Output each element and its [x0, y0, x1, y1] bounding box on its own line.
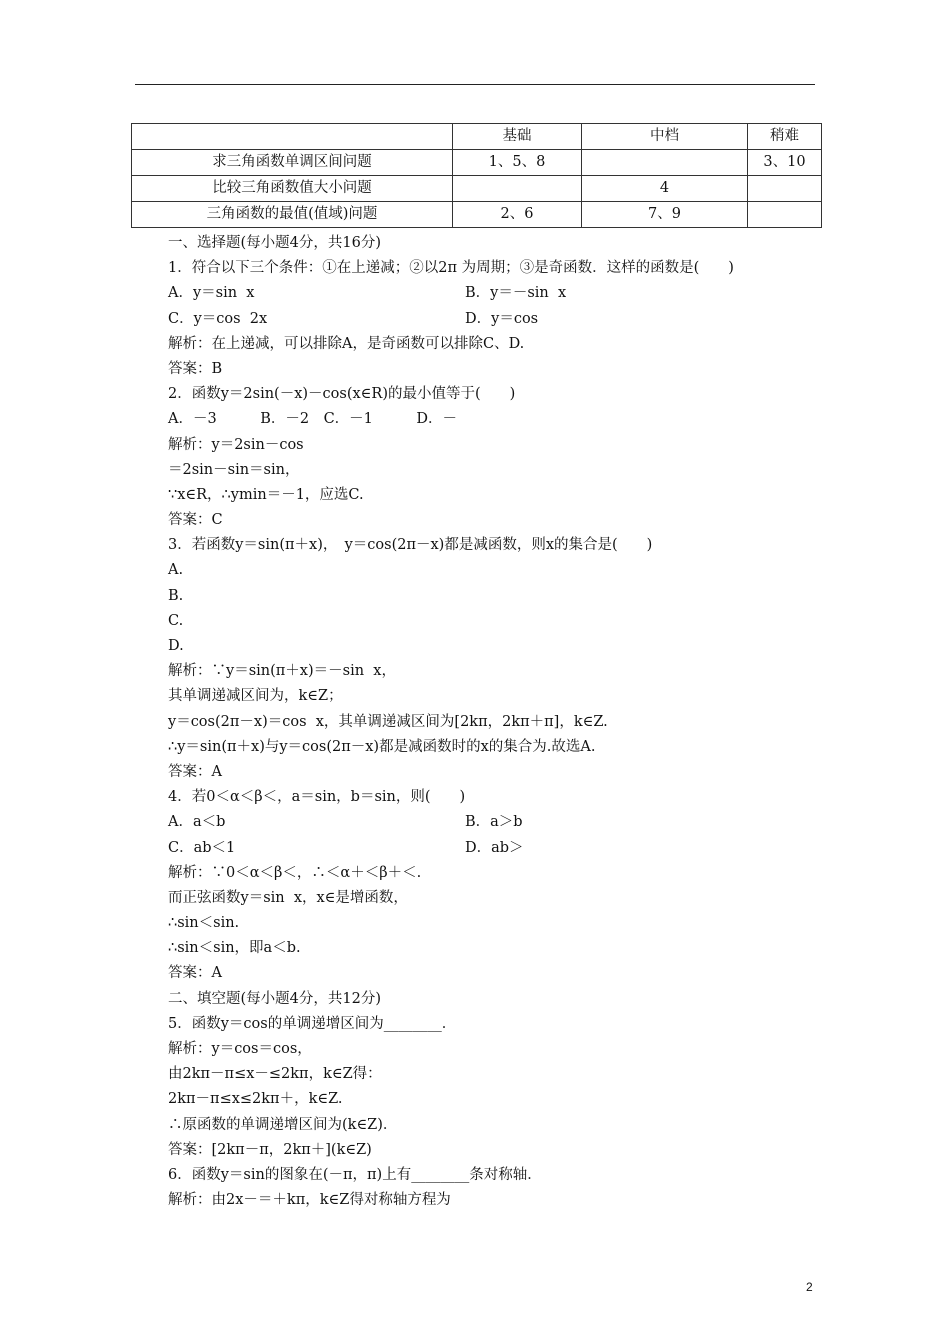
text-line: C.	[168, 612, 184, 629]
table-row	[132, 150, 822, 176]
text-line: 2．函数y＝2sin(－x)－cos(x∈R)的最小值等于( )	[168, 386, 516, 403]
text-line: A.	[168, 562, 184, 579]
table-cell: 比较三角函数值大小问题	[132, 176, 453, 202]
option-text: A．a＜b	[168, 814, 226, 831]
text-line: 一、选择题(每小题4分，共16分)	[168, 235, 381, 251]
text-line: 而正弦函数y＝sin x，x∈是增函数，	[168, 889, 408, 906]
option-text: D．ab＞	[465, 839, 524, 856]
text-line: 解析：在上递减，可以排除A，是奇函数可以排除C、D.	[168, 335, 525, 352]
text-line: ＝2sin－sin＝sin，	[168, 461, 300, 478]
table-header-row	[132, 124, 822, 150]
text-line: 二、填空题(每小题4分，共12分)	[168, 990, 381, 1007]
table-row	[132, 202, 822, 228]
text-line: 答案：B	[168, 360, 223, 377]
table-cell: 稍难	[748, 124, 822, 150]
text-line: A．－3 B．－2 C．－1 D．－	[168, 411, 458, 428]
table-cell	[582, 150, 748, 176]
table-cell: 1、5、8	[453, 150, 582, 176]
text-line: ∴y＝sin(π＋x)与y＝cos(2π－x)都是减函数时的x的集合为.故选A.	[168, 738, 596, 755]
text-line: 答案：C	[168, 512, 223, 529]
difficulty-table	[131, 123, 822, 228]
text-line: 1．符合以下三个条件：①在上递减；②以2π 为周期；③是奇函数．这样的函数是( )	[168, 260, 734, 277]
text-line: 6．函数y＝sin的图象在(－π，π)上有________条对称轴．	[168, 1166, 542, 1183]
text-line: ∴原函数的单调递增区间为(k∈Z)．	[168, 1116, 398, 1133]
option-row	[168, 810, 828, 835]
table-cell: 基础	[453, 124, 582, 150]
text-line: ∴sin＜sin.	[168, 915, 240, 932]
table-cell: 三角函数的最值(值域)问题	[132, 202, 453, 228]
option-text: C．ab＜1	[168, 839, 236, 856]
option-text: C．y＝cos 2x	[168, 310, 268, 327]
option-row	[168, 281, 828, 306]
table-cell	[748, 176, 822, 202]
text-line: 4．若0＜α＜β＜，a＝sin，b＝sin，则( )	[168, 789, 466, 806]
text-line: 由2kπ－π≤x－≤2kπ，k∈Z得：	[168, 1066, 382, 1083]
text-line: 解析：∵0＜α＜β＜，∴＜α＋＜β＋＜.	[168, 864, 422, 881]
text-line: 解析：y＝cos＝cos，	[168, 1041, 312, 1057]
text-line: 解析：由2x－＝＋kπ，k∈Z得对称轴方程为	[168, 1192, 451, 1209]
option-text: D．y＝cos	[465, 310, 539, 327]
table-cell: 中档	[582, 124, 748, 150]
header-rule	[135, 84, 815, 85]
text-line: 3．若函数y＝sin(π＋x)， y＝cos(2π－x)都是减函数，则x的集合是( )	[168, 537, 653, 554]
option-text: B．a＞b	[465, 814, 523, 831]
option-row	[168, 307, 828, 332]
text-line: 其单调递减区间为，k∈Z；	[168, 688, 343, 705]
page-number: 2	[806, 1280, 813, 1294]
text-line: ∴sin＜sin，即a＜b.	[168, 940, 301, 957]
document-body	[168, 231, 828, 1213]
table-cell	[748, 202, 822, 228]
text-line: 5．函数y＝cos的单调递增区间为________．	[168, 1015, 457, 1032]
table-cell	[453, 176, 582, 202]
text-line: D.	[168, 638, 184, 654]
table-cell: 3、10	[748, 150, 822, 176]
option-text: B．y＝－sin x	[465, 285, 567, 302]
text-line: 答案：A	[168, 965, 222, 982]
table-cell: 求三角函数单调区间问题	[132, 150, 453, 176]
text-line: 2kπ－π≤x≤2kπ＋，k∈Z.	[168, 1091, 343, 1108]
table-cell: 4	[582, 176, 748, 202]
table-cell: 7、9	[582, 202, 748, 228]
table-cell: 2、6	[453, 202, 582, 228]
text-line: 答案：A	[168, 763, 222, 780]
text-line: 解析：y＝2sin－cos	[168, 436, 304, 453]
table-cell	[132, 124, 453, 150]
option-text: A．y＝sin x	[168, 285, 255, 302]
text-line: 解析：∵y＝sin(π＋x)＝－sin x，	[168, 663, 396, 680]
text-line: ∵x∈R，∴ymin＝－1，应选C.	[168, 486, 364, 503]
text-line: y＝cos(2π－x)＝cos x，其单调递减区间为[2kπ，2kπ＋π]，k∈Z.	[168, 713, 608, 730]
text-line: B.	[168, 587, 184, 604]
option-row	[168, 836, 828, 861]
table-row	[132, 176, 822, 202]
text-line: 答案：[2kπ－π，2kπ＋](k∈Z)	[168, 1141, 372, 1158]
